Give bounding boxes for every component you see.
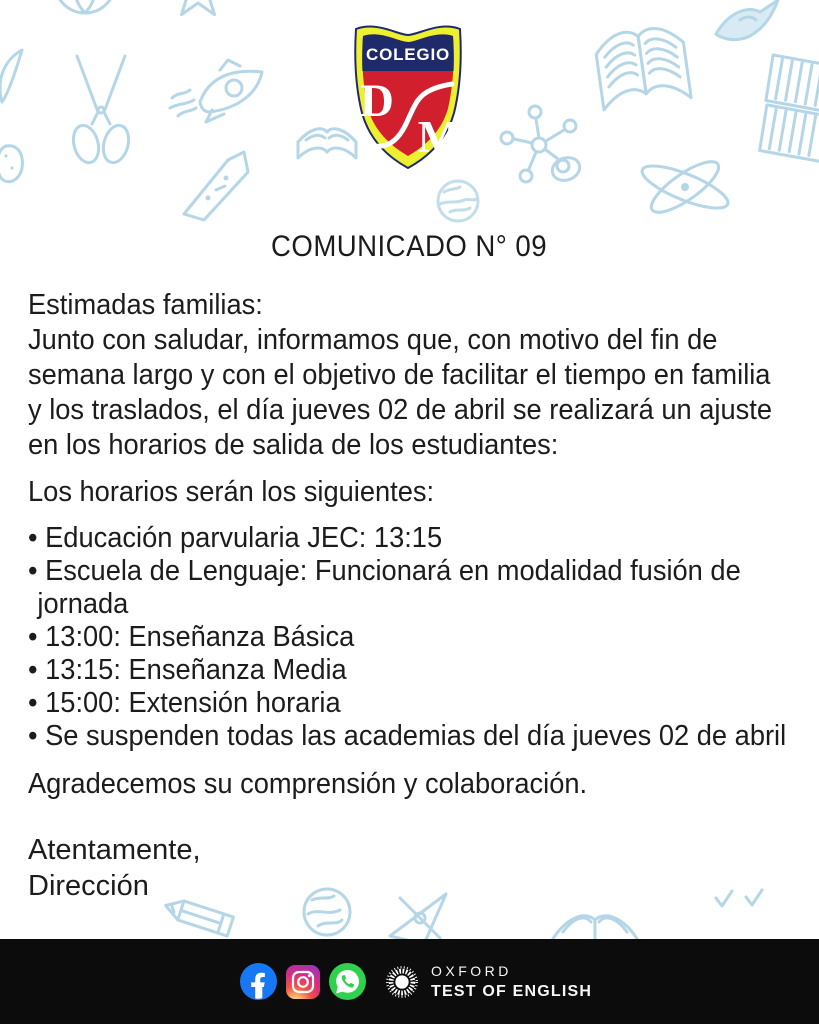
page-title — [0, 230, 819, 264]
intro-line: en los horarios de salida de los estudiantes: — [28, 429, 559, 461]
notebook-doodle-icon — [740, 45, 819, 180]
signoff-sender: Dirección — [28, 870, 149, 902]
greeting-text: Estimadas familias: — [28, 289, 263, 321]
schedule-item: • 15:00: Extensión horaria — [28, 687, 341, 719]
bird-doodle-icon — [712, 0, 784, 46]
oxford-emblem-icon — [383, 963, 421, 1001]
earth-doodle-icon — [425, 178, 491, 224]
intro-line: Junto con saludar, informamos que, con motivo del fin de — [28, 324, 718, 356]
open-book-doodle-icon — [582, 11, 704, 117]
atom-doodle-icon — [628, 148, 743, 226]
school-logo — [350, 24, 466, 172]
logo-school-word: COLEGIO — [366, 45, 450, 64]
schedule-heading: Los horarios serán los siguientes: — [28, 476, 435, 508]
globe-doodle-icon — [50, 0, 120, 18]
signoff-closing: Atentamente, — [28, 834, 201, 866]
oxford-wordmark — [431, 962, 592, 1002]
page-title-text: COMUNICADO N° 09 — [271, 230, 548, 263]
book-bottom-doodle-icon — [545, 902, 645, 944]
facebook-icon[interactable] — [240, 963, 277, 1000]
schedule-item: • Se suspenden todas las academias del día jueves 02 de abril — [28, 720, 787, 752]
crayon-doodle-icon — [178, 150, 258, 222]
scissors-doodle-icon — [62, 52, 140, 170]
letter-body — [28, 288, 809, 904]
schedule-item: • 13:00: Enseñanza Básica — [28, 621, 355, 653]
molecule-doodle-icon — [492, 95, 592, 195]
footer-bar — [0, 939, 819, 1024]
logo-letter-d: D — [360, 75, 394, 127]
oxford-brand-bottom: TEST OF ENGLISH — [431, 982, 593, 1000]
schedule-item: • 13:15: Enseñanza Media — [28, 654, 347, 686]
signoff — [28, 832, 809, 904]
thanks-text: Agradecemos su comprensión y colaboración. — [28, 768, 588, 800]
star-doodle-icon — [158, 0, 238, 34]
intro-line: semana largo y con el objetivo de facilitar el tiempo en familia — [28, 359, 771, 391]
stone-doodle-icon — [0, 142, 28, 188]
intro-paragraph — [28, 288, 773, 463]
moon-doodle-icon — [0, 46, 30, 108]
logo-letter-m: M — [417, 112, 461, 162]
oxford-test-of-english-logo — [383, 962, 592, 1002]
schedule-item: • Educación parvularia JEC: 13:15 — [28, 522, 443, 554]
schedule-item-wrap: jornada — [37, 588, 129, 620]
schedule-list — [28, 522, 787, 753]
instagram-icon[interactable] — [286, 965, 320, 999]
intro-line: y los traslados, el día jueves 02 de abril se realizará un ajuste — [28, 394, 773, 426]
schedule-item: • Escuela de Lenguaje: Funcionará en modalidad fusión de — [28, 555, 741, 587]
rocket-doodle-icon — [168, 58, 268, 126]
whatsapp-icon[interactable] — [329, 963, 366, 1000]
oxford-brand-top: OXFORD — [431, 962, 512, 979]
